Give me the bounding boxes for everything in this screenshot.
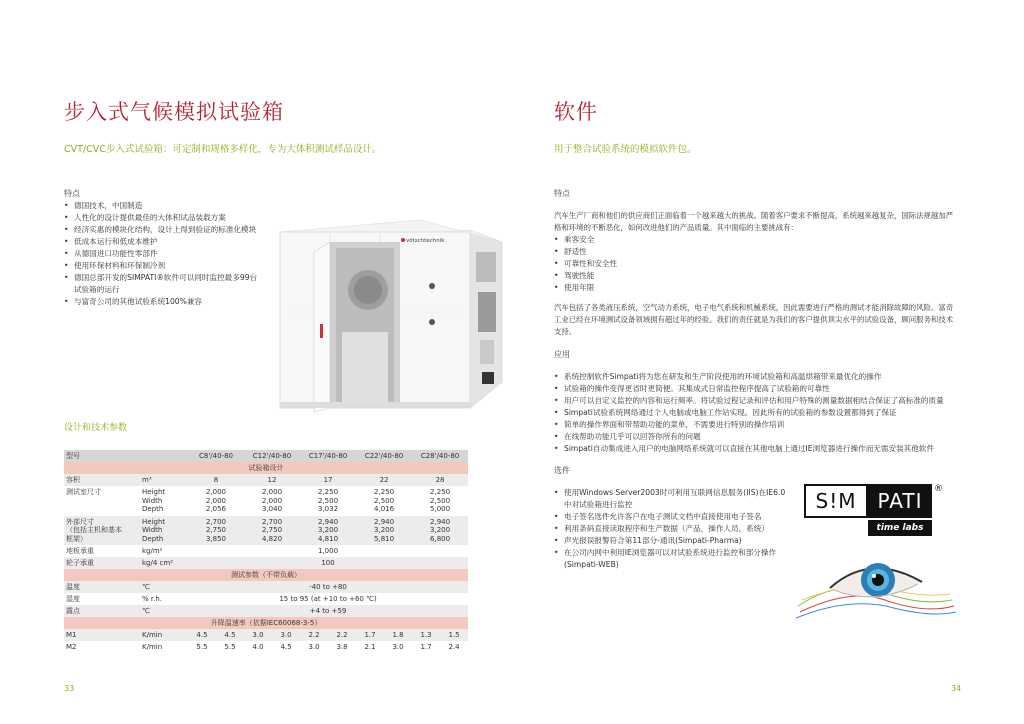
table-row: 外部尺寸 （包括主机和基本 框架） Height Width Depth 2,700 2,750 3,850 2,700 2,750 4,820 2,940 3,200 4,810 2,940 3,200 5,810 2,940 3,200 6,800: [64, 516, 468, 546]
table-cell: C28'/40-80: [412, 450, 468, 462]
list-item: • 与富奇公司的其他试验系统100%兼容: [64, 296, 294, 308]
list-item: • Simpati试验系统网络通过个人电脑或电脑工作站实现。因此所有的试验箱的参数设置都得到了保证: [554, 407, 974, 419]
systems-paragraph: 汽车包括了各类液压系统，空气动力系统，电子电气系统和机械系统，因此需要进行严格的测试才能消除故障的风险。富奇 工业已经在环境测试设备领域拥有超过年的经验。我们的责任就是为我们的客户提供顶尖水平的试验设备，顾问服务和技术 支持。: [554, 303, 954, 336]
right-page-subtitle: 用于整合试验系统的模拟软件包。: [554, 144, 697, 155]
table-row: M2 K/min 5.5 5.5 4.0 4.5 3.0 3.8 2.1 3.0 1.7 2.4: [64, 641, 468, 653]
band-label: 升降温速率（依据IEC60068-3-5）: [64, 617, 468, 629]
page-number-right: 34: [951, 684, 962, 693]
band-label: 测试参数（不带负载）: [64, 569, 468, 581]
table-row: 容积 m³ 8 12 17 22 28: [64, 474, 468, 486]
applications-list: [554, 371, 974, 455]
list-item: • 低成本运行和低成本维护: [64, 236, 294, 248]
table-row: 露点 ℃ +4 to +59: [64, 605, 468, 617]
list-item: • 使用环保材料和环保制冷剂: [64, 260, 294, 272]
list-item: • 使用Windows Server2003时可利用互联网信息服务(IIS)在IE6.0 中对试验箱进行监控: [554, 487, 794, 511]
list-item: • 简单的操作界面和带帮助功能的菜单，不需要进行特别的操作培训: [554, 419, 974, 431]
table-row: [64, 462, 468, 474]
table-cell: C17'/40-80: [300, 450, 356, 462]
walk-in-chamber-image: [270, 212, 510, 417]
software-features-heading: 特点: [554, 189, 570, 198]
left-page-subtitle: CVT/CVC步入式试验箱：可定制和规格多样化，专为大体积测试样品设计。: [64, 144, 382, 155]
table-row: M1 K/min 4.5 4.5 3.0 3.0 2.2 2.2 1.7 1.8 1.3 1.5: [64, 629, 468, 641]
left-page-title: 步入式气候模拟试验箱: [64, 100, 284, 124]
table-row: 地板承重 kg/m² 1,000: [64, 545, 468, 557]
list-item: • 试验箱的操作变得更省时更简便。其集成式日常监控程序提高了试验箱的可靠性: [554, 383, 974, 395]
list-item: • 可靠性和安全性: [554, 258, 854, 270]
list-item: • 从德国进口功能性零部件: [64, 248, 294, 260]
band-label: 试验箱设计: [64, 462, 468, 474]
list-item: • 系统控制软件Simpati将为您在研发和生产阶段使用的环境试验箱和高温烘箱带来最优化的操作: [554, 371, 974, 383]
table-row: 测试室尺寸 Height Width Depth 2,000 2,000 2,056 2,000 2,000 3,040 2,250 2,500 3,032 2,250 2,500 4,016 2,250 2,500 5,000: [64, 486, 468, 516]
spec-heading: 设计和技术参数: [64, 423, 128, 433]
features-heading: 特点: [64, 189, 80, 198]
page-number-left: 33: [64, 684, 75, 693]
list-item: • 在公司内网中利用IE浏览器可以对试验系统进行监控和部分操作 (Simpati-WEB): [554, 547, 794, 571]
list-item: • Simpati自动集成进入用户的电脑网络系统就可以直接在其他电脑上通过IE浏览器进行操作而无需安装其他软件: [554, 443, 974, 455]
table-cell: C12'/40-80: [244, 450, 300, 462]
options-list: [554, 487, 794, 571]
table-row: [64, 617, 468, 629]
list-item: • 舒适性: [554, 246, 854, 258]
table-cell: C8'/40-80: [188, 450, 244, 462]
list-item: • 利用条码直接读取程序和生产数据（产品，操作人员，系统）: [554, 523, 794, 535]
list-item: • 电子签名选件允许客户在电子测试文档中直接使用电子签名: [554, 511, 794, 523]
table-row: [64, 569, 468, 581]
table-row: 湿度 % r.h. 15 to 95 (at +10 to +60 ℃): [64, 593, 468, 605]
list-item: • 声光报误报警符合第11部分-通讯(Simpati-Pharma): [554, 535, 794, 547]
list-item: • 人性化的设计提供最佳的大体积试品装载方案: [64, 212, 294, 224]
intro-paragraph: 汽车生产厂商和他们的供应商们正面临着一个越来越大的挑战。随着客户要求不断提高，系统越来越复杂，国际法规越加严 格和环境的不断恶化，如何改进他们的产品质量。其中面临的主要挑战有：: [554, 211, 954, 232]
challenges-list: [554, 234, 854, 294]
chamber-brand: vötschtechnik: [406, 238, 445, 244]
spec-table: [64, 450, 468, 653]
table-row: 轮子承重 kg/4 cm² 100: [64, 557, 468, 569]
table-cell: C22'/40-80: [356, 450, 412, 462]
list-item: • 在线帮助功能几乎可以回答你所有的问题: [554, 431, 974, 443]
table-row: 温度 ℃ -40 to +80: [64, 581, 468, 593]
list-item: • 德国总部开发的SIMPATI®软件可以同时监控最多99台 试验箱的运行: [64, 272, 294, 296]
list-item: • 乘客安全: [554, 234, 854, 246]
list-item: • 用户可以自定义监控的内容和运行频率。将试验过程记录和评估和用户特殊的测量数据相结合保证了高标准的质量: [554, 395, 974, 407]
table-header-row: [64, 450, 468, 462]
right-page-title: 软件: [554, 100, 598, 124]
list-item: • 德国技术，中国制造: [64, 200, 294, 212]
simpati-logo: S!M PATI ® time labs: [804, 484, 944, 538]
eye-image: [790, 548, 960, 648]
list-item: • 使用年限: [554, 282, 854, 294]
features-list: [64, 200, 294, 308]
list-item: • 经济实惠的模块化结构，设计上得到验证的标准化模块: [64, 224, 294, 236]
list-item: • 驾驶性能: [554, 270, 854, 282]
table-cell: 型号: [64, 450, 140, 462]
options-heading: 选件: [554, 466, 570, 475]
applications-heading: 应用: [554, 350, 570, 359]
